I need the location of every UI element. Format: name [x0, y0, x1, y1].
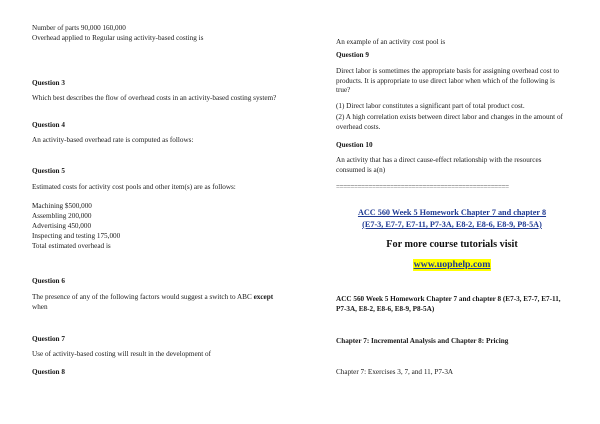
- question-9-option-2: (2) A high correlation exists between direct labor and changes in the amount of overhead costs.: [336, 113, 563, 131]
- question-4-text: An activity-based overhead rate is computed as follows:: [32, 136, 194, 144]
- question-6-text-part: The presence of any of the following factors would suggest a switch to ABC: [32, 293, 254, 301]
- website-link[interactable]: www.uophelp.com: [413, 259, 491, 270]
- list-item: Total estimated overhead is: [32, 242, 111, 250]
- chapter-heading: Chapter 7: Incremental Analysis and Chapter 8: Pricing: [336, 337, 509, 345]
- course-link-line-1[interactable]: ACC 560 Week 5 Homework Chapter 7 and chapter 8: [357, 208, 547, 217]
- question-9-option-1: (1) Direct labor constitutes a significant part of total product cost.: [336, 102, 525, 110]
- question-6-emphasis: except: [253, 293, 274, 301]
- question-3-text: Which best describes the flow of overhead costs in an activity-based costing system?: [32, 94, 277, 102]
- question-5-intro: Estimated costs for activity cost pools and other item(s) are as follows:: [32, 183, 236, 191]
- list-item: Assembling 200,000: [32, 212, 92, 220]
- course-link-line-2[interactable]: (E7-3, E7-7, E7-11, P7-3A, E8-2, E8-6, E8-9, P8-5A): [362, 220, 542, 229]
- url-container: [336, 259, 568, 271]
- question-8-heading: Question 8: [32, 368, 65, 376]
- question-10-text: An activity that has a direct cause-effect relationship with the resources consumed is a(n): [336, 156, 542, 174]
- question-5-heading: Question 5: [32, 167, 65, 175]
- overhead-line: Overhead applied to Regular using activity-based costing is: [32, 34, 204, 42]
- question-7-heading: Question 7: [32, 335, 65, 343]
- list-item: Machining $500,000: [32, 202, 92, 210]
- question-6-text-part: when: [32, 302, 48, 311]
- question-10-heading: Question 10: [336, 141, 373, 149]
- question-9-text: Direct labor is sometimes the appropriate basis for assigning overhead cost to products. It is appropriate to use direct labor when which of the following is true?: [336, 67, 559, 95]
- question-6-text: [32, 293, 290, 312]
- separator-line: ================================================: [336, 183, 509, 191]
- question-7-text: Use of activity-based costing will result in the development of: [32, 350, 212, 358]
- question-9-heading: Question 9: [336, 51, 369, 59]
- question-3-heading: Question 3: [32, 79, 65, 87]
- promo-text: For more course tutorials visit: [386, 239, 518, 250]
- question-6-heading: Question 6: [32, 277, 65, 285]
- question-4-heading: Question 4: [32, 121, 65, 129]
- example-line: An example of an activity cost pool is: [336, 38, 446, 46]
- exercises-line: Chapter 7: Exercises 3, 7, and 11, P7-3A: [336, 368, 454, 376]
- homework-title: ACC 560 Week 5 Homework Chapter 7 and chapter 8 (E7-3, E7-7, E7-11, P7-3A, E8-2, E8-6, E8-9, P8-5A): [336, 295, 561, 313]
- parts-line: Number of parts 90,000 160,000: [32, 24, 126, 32]
- list-item: Advertising 450,000: [32, 222, 92, 230]
- list-item: Inspecting and testing 175,000: [32, 232, 121, 240]
